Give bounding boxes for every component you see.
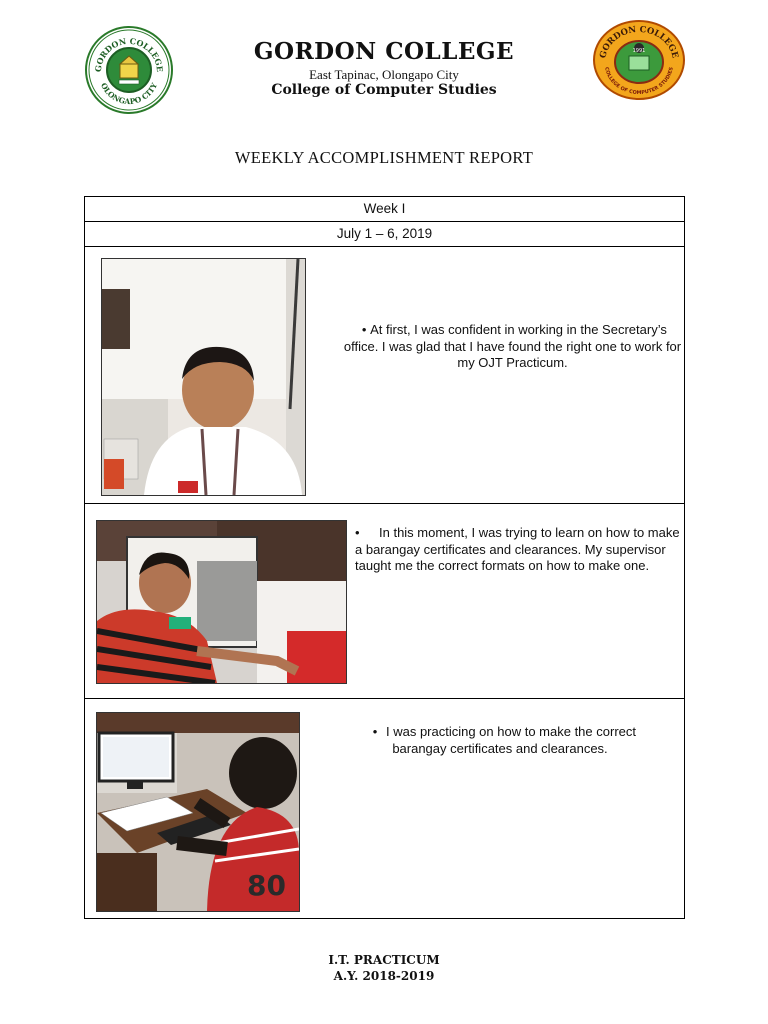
entry-row [85,247,684,504]
svg-text:GORDON COLLEGE: GORDON COLLEGE [92,35,166,73]
department-name: College of Computer Studies [271,82,497,98]
photo-student-computer [96,712,300,912]
entry-description: • I was practicing on how to make the correct barangay certificates and clearances. [337,724,663,757]
entry-description: • At first, I was confident in working in the Secretary’s office. I was glad that I have found the right one to work for my OJT Practicum. [343,322,682,370]
footer-course: I.T. PRACTICUM [328,953,440,967]
svg-text:80: 80 [247,869,286,902]
svg-text:COLLEGE OF COMPUTER STUDIES: COLLEGE OF COMPUTER STUDIES [603,66,675,97]
entry-description: • In this moment, I was trying to learn on how to make a barangay certificates and clearances. My supervisor taught me the correct formats on how to make one. [355,525,680,573]
entry-row [85,504,684,699]
school-address: East Tapinac, Olongapo City [309,67,459,82]
photo-student-office [101,258,306,496]
photo-student-learning [96,520,347,684]
date-range: July 1 – 6, 2019 [85,222,684,247]
entry-row [85,699,684,920]
bullet-icon: • [361,322,367,337]
week-label: Week I [85,197,684,222]
svg-text:OLONGAPO CITY: OLONGAPO CITY [98,81,160,107]
bullet-icon: • [372,724,378,739]
footer-academic-year: A.Y. 2018-2019 [333,969,435,983]
bullet-icon: • [355,525,360,540]
report-table [84,196,685,919]
report-title: WEEKLY ACCOMPLISHMENT REPORT [234,148,534,167]
school-name: GORDON COLLEGE [253,38,515,65]
svg-text:GORDON COLLEGE: GORDON COLLEGE [598,24,680,60]
svg-text:1991: 1991 [632,48,646,54]
